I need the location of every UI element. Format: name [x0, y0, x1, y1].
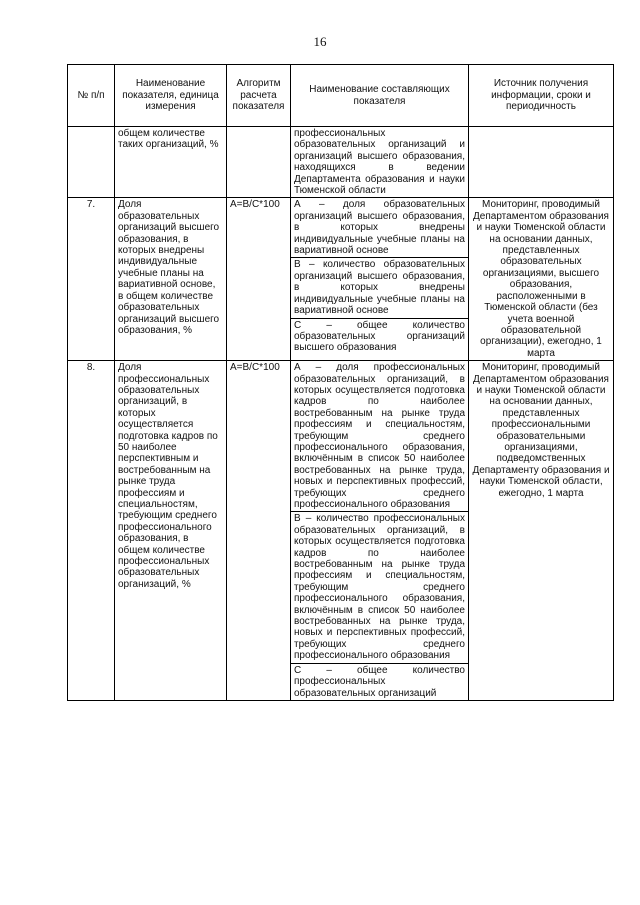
row-num: 8.: [68, 361, 115, 701]
component-item: А – доля образовательных организаций высшего образования, в которых внедрены индивидуальные учебные планы на вариативной основе: [291, 198, 468, 258]
component-item: профессиональных образовательных организаций и организаций высшего образования, находящихся в ведении Департамента образования и науки Тюменской области: [294, 128, 465, 197]
table-row: [68, 361, 614, 701]
component-item: А – доля профессиональных образовательных организаций, в которых осуществляется подготовка кадров по наиболее востребованным на рынке труда профессиям и специальностям, требующим среднего профессионального образования, включённым в список 50 наиболее востребованных на рынке труда, новых и перспективных профессий, требующих среднего профессионального образования: [291, 361, 468, 512]
header-name: Наименование показателя, единица измерения: [115, 65, 227, 127]
algorithm: [227, 127, 291, 198]
algorithm: A=B/C*100: [227, 361, 291, 701]
indicator-name: Доля образовательных организаций высшего образования, в которых внедрены индивидуальные учебные планы на вариативной основе, в общем количестве образовательных организаций высшего образования, %: [115, 198, 227, 361]
header-num: № п/п: [68, 65, 115, 127]
components-cell: [291, 361, 469, 701]
source: [469, 127, 614, 198]
source: Мониторинг, проводимый Департаментом образования и науки Тюменской области на основании данных, представленных профессиональными образовательными организациями, подведомственных Департаменту образования и науки Тюменской области, ежегодно, 1 марта: [469, 361, 614, 701]
indicators-table: [67, 64, 614, 701]
component-item: С – общее количество профессиональных образовательных организаций: [294, 664, 465, 699]
header-components: Наименование составляющих показателя: [291, 65, 469, 127]
components-cell: [291, 127, 469, 198]
header-source: Источник получения информации, сроки и периодичность: [469, 65, 614, 127]
component-item: С – общее количество образовательных организаций высшего образования: [294, 319, 465, 354]
component-item: В – количество профессиональных образовательных организаций, в которых осуществляется подготовка кадров по наиболее востребованным на рынке труда профессиям и специальностям, требующим среднего профессионального образования, включённым в список 50 наиболее востребованных на рынке труда, новых и перспективных профессий, требующих среднего профессионального образования: [291, 512, 468, 663]
table-row: [68, 198, 614, 361]
row-num: 7.: [68, 198, 115, 361]
components-cell: [291, 198, 469, 361]
indicator-name: общем количестве таких организаций, %: [115, 127, 227, 198]
algorithm: A=B/C*100: [227, 198, 291, 361]
table-header-row: [68, 65, 614, 127]
row-num: [68, 127, 115, 198]
header-algorithm: Алгоритм расчета показателя: [227, 65, 291, 127]
indicator-name: Доля профессиональных образовательных организаций, в которых осуществляется подготовка кадров по 50 наиболее перспективным и востребованным на рынке труда профессиям и специальностям, требующим среднего профессионального образования, в общем количестве профессиональных образовательных организаций, %: [115, 361, 227, 701]
source: Мониторинг, проводимый Департаментом образования и науки Тюменской области на основании данных, представленных образовательных организациями, высшего образования, расположенными в Тюменской области (без учета военной образовательной организации), ежегодно, 1 марта: [469, 198, 614, 361]
table-row: [68, 127, 614, 198]
page-number: 16: [313, 34, 327, 49]
component-item: В – количество образовательных организаций высшего образования, в которых внедрены индивидуальные учебные планы на вариативной основе: [291, 258, 468, 318]
